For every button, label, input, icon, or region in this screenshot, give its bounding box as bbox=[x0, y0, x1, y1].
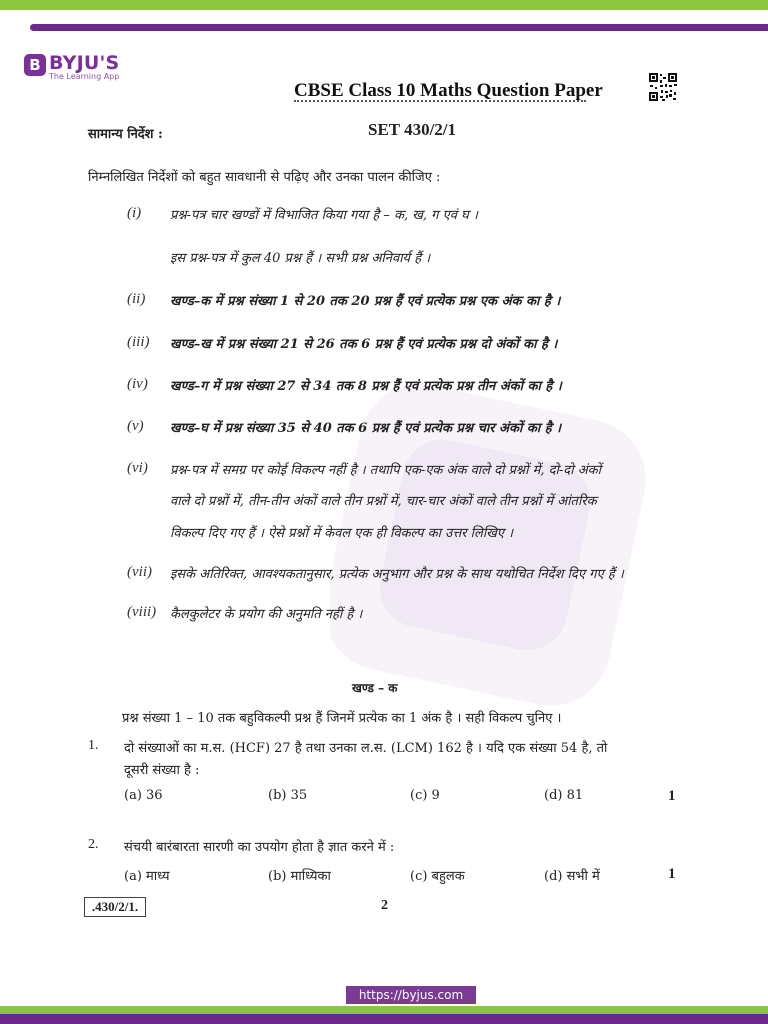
instruction-number: (ii) bbox=[127, 291, 146, 307]
page-title: CBSE Class 10 Maths Question Paper bbox=[294, 80, 603, 101]
instruction-number: (iii) bbox=[127, 334, 150, 350]
question-marks: 1 bbox=[668, 788, 676, 804]
question-number: 1. bbox=[88, 738, 99, 753]
logo-name: BYJU'S bbox=[49, 52, 120, 74]
instructions-intro: निम्नलिखित निर्देशों को बहुत सावधानी से पढ़िए और उनका पालन कीजिए : bbox=[88, 170, 441, 185]
top-green-band bbox=[0, 0, 768, 10]
option-c: (c) 9 bbox=[410, 788, 440, 803]
section-intro: प्रश्न संख्या 1 – 10 तक बहुविकल्पी प्रश्न हैं जिनमें प्रत्येक का 1 अंक है । सही विकल्प चुनिए । bbox=[122, 711, 562, 726]
option-a: (a) माध्य bbox=[124, 869, 170, 884]
bottom-green-band bbox=[0, 1006, 768, 1014]
option-a: (a) 36 bbox=[124, 788, 163, 803]
instruction-number: (v) bbox=[127, 418, 144, 434]
instruction-number: (viii) bbox=[127, 604, 157, 620]
instruction-line: खण्ड–ग में प्रश्न संख्या 27 से 34 तक 8 प्रश्न हैं एवं प्रत्येक प्रश्न तीन अंकों का है । bbox=[170, 379, 562, 394]
set-number: SET 430/2/1 bbox=[368, 120, 457, 139]
instruction-number: (vii) bbox=[127, 564, 152, 580]
bottom-purple-band bbox=[0, 1014, 768, 1024]
general-instructions-label: सामान्य निर्देश : bbox=[88, 127, 163, 142]
instruction-line: प्रश्न-पत्र में समग्र पर कोई विकल्प नहीं है । तथापि एक-एक अंक वाले दो प्रश्नों में, दो-दो अंकों bbox=[170, 463, 601, 478]
question-text: संचयी बारंबारता सारणी का उपयोग होता है ज्ञात करने में : bbox=[124, 840, 395, 855]
question-text: दूसरी संख्या है : bbox=[124, 763, 200, 778]
instruction-line: खण्ड–क में प्रश्न संख्या 1 से 20 तक 20 प्रश्न हैं एवं प्रत्येक प्रश्न एक अंक का है । bbox=[170, 294, 561, 309]
instruction-line: विकल्प दिए गए हैं । ऐसे प्रश्नों में केवल एक ही विकल्प का उत्तर लिखिए । bbox=[170, 526, 514, 541]
instruction-line: खण्ड–ख में प्रश्न संख्या 21 से 26 तक 6 प्रश्न हैं एवं प्रत्येक प्रश्न दो अंकों का है । bbox=[170, 337, 558, 352]
section-heading: खण्ड – क bbox=[352, 681, 398, 695]
question-marks: 1 bbox=[668, 866, 676, 882]
option-d: (d) सभी में bbox=[544, 869, 600, 884]
option-b: (b) 35 bbox=[268, 788, 308, 803]
website-link[interactable]: https://byjus.com bbox=[346, 986, 476, 1004]
option-b: (b) माध्यिका bbox=[268, 869, 331, 884]
instruction-number: (vi) bbox=[127, 460, 148, 476]
option-c: (c) बहुलक bbox=[410, 869, 465, 884]
top-purple-band bbox=[30, 24, 768, 31]
instruction-line: वाले दो प्रश्नों में, तीन-तीन अंकों वाले तीन प्रश्नों में, चार-चार अंकों वाले तीन प्रश्नों में आंतरिक bbox=[170, 494, 597, 509]
paper-code: .430/2/1. bbox=[84, 897, 146, 917]
instruction-number: (iv) bbox=[127, 376, 148, 392]
page-number: 2 bbox=[381, 898, 388, 913]
option-d: (d) 81 bbox=[544, 788, 584, 803]
instruction-line: इसके अतिरिक्त, आवश्यकतानुसार, प्रत्येक अनुभाग और प्रश्न के साथ यथोचित निर्देश दिए गए हैं । bbox=[170, 567, 624, 582]
question-number: 2. bbox=[88, 837, 99, 852]
logo-tagline: The Learning App bbox=[49, 72, 120, 81]
question-text: दो संख्याओं का म.स. (HCF) 27 है तथा उनका ल.स. (LCM) 162 है । यदि एक संख्या 54 है, तो bbox=[124, 741, 608, 756]
instruction-line: खण्ड–घ में प्रश्न संख्या 35 से 40 तक 6 प्रश्न हैं एवं प्रत्येक प्रश्न चार अंकों का है । bbox=[170, 421, 562, 436]
instruction-line: प्रश्न-पत्र चार खण्डों में विभाजित किया गया है – क, ख, ग एवं घ । bbox=[170, 208, 478, 223]
instruction-number: (i) bbox=[127, 205, 142, 221]
instruction-line: इस प्रश्न-पत्र में कुल 40 प्रश्न हैं । सभी प्रश्न अनिवार्य हैं । bbox=[170, 251, 431, 266]
instruction-line: कैलकुलेटर के प्रयोग की अनुमति नहीं है । bbox=[170, 607, 363, 622]
byjus-logo-icon: B bbox=[24, 54, 46, 76]
title-underline bbox=[294, 100, 586, 102]
byjus-logo bbox=[24, 52, 124, 82]
qr-code-icon bbox=[648, 72, 678, 102]
